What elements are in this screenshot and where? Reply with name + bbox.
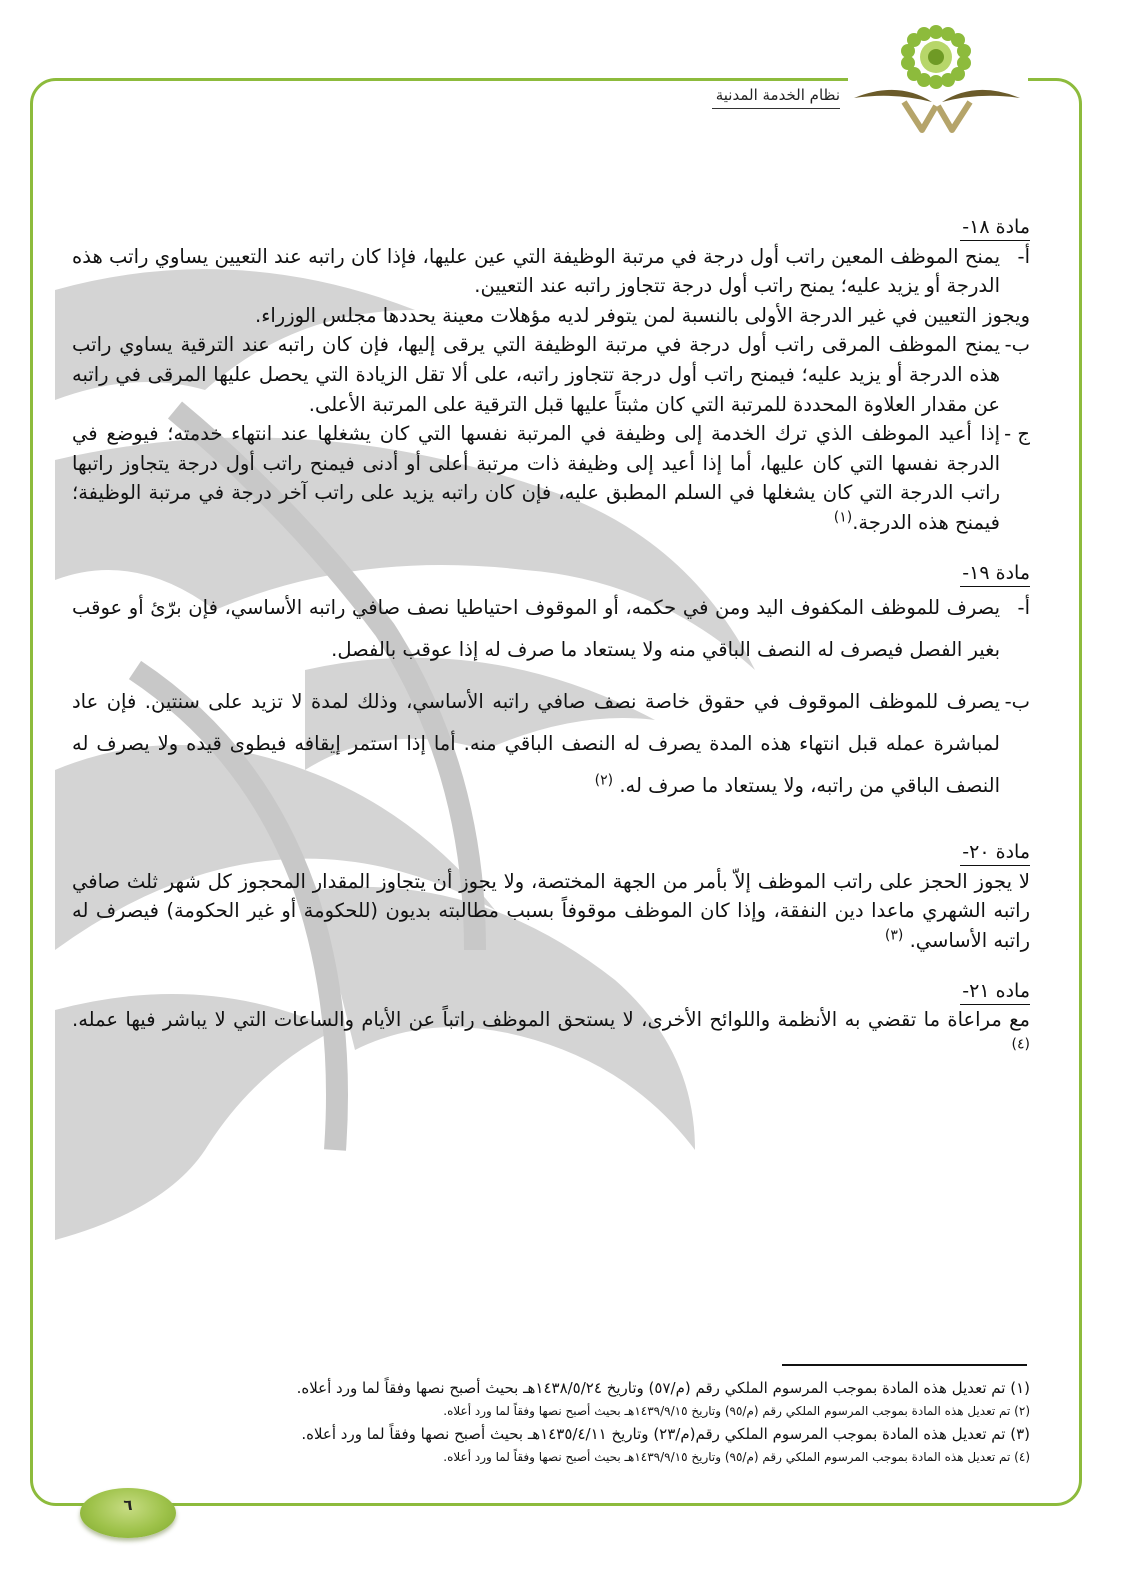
- item-text: لا يجوز الحجز على راتب الموظف إلاّ بأمر من الجهة المختصة، ولا يجوز أن يتجاوز المقدار المحجوز كل شهر ثلث صافي راتبه الشهري ماعدا دين النفقة، وإذا كان الموظف موقوفاً بسبب مطالبته بديون (للحكومة أو غير الحكومة) فيصرف له راتبه الأساسي.: [72, 869, 1030, 952]
- article-18: [72, 212, 1030, 538]
- item-text: يمنح الموظف المعين راتب أول درجة في مرتبة الوظيفة التي عين عليها، فإذا كان راتبه عند التعيين يساوي راتب هذه الدرجة أو يزيد عليه؛ يمنح راتب أول درجة تتجاوز راتبه عند التعيين.: [72, 244, 1000, 298]
- item-text-with-ref: [72, 867, 1030, 956]
- article-18-item-b: [72, 330, 1030, 419]
- footnote-separator: [782, 1364, 1027, 1366]
- item-text: مع مراعاة ما تقضي به الأنظمة واللوائح الأخرى، لا يستحق الموظف راتباً عن الأيام والساعات التي لا يباشر فيها عمله.: [72, 1008, 1030, 1032]
- footnote-ref: (١): [833, 509, 853, 526]
- emblem-logo-graphic: [848, 18, 1028, 136]
- item-text-with-ref: [72, 1005, 1030, 1064]
- item-text: ويجوز التعيين في غير الدرجة الأولى بالنسبة لمن يتوفر لديه مؤهلات معينة يحددها مجلس الوزراء.: [255, 303, 1030, 327]
- item-text-with-ref: [72, 419, 1000, 537]
- article-21-text: [72, 1005, 1030, 1064]
- article-20-text: [72, 867, 1030, 956]
- footnote-2: (٢) تم تعديل هذه المادة بموجب المرسوم الملكي رقم (م/٩٥) وتاريخ ١٤٣٩/٩/١٥هـ بحيث أصبح نصها وفقاً لما ورد أعلاه.: [443, 1404, 1030, 1418]
- document-title: نظام الخدمة المدنية: [715, 86, 840, 104]
- article-heading: مادة ١٩-: [960, 560, 1030, 587]
- footnote-3: (٣) تم تعديل هذه المادة بموجب المرسوم الملكي رقم(م/٢٣) وتاريخ ١٤٣٥/٤/١١هـ بحيث أصبح نصها وفقاً لما ورد أعلاه.: [301, 1425, 1030, 1443]
- item-marker: أ-: [1017, 596, 1030, 620]
- footnote-ref: (٣): [884, 927, 904, 944]
- article-heading: ماده ٢١-: [960, 978, 1030, 1005]
- item-marker: ج -: [1004, 422, 1030, 446]
- article-heading: مادة ١٨-: [960, 214, 1030, 241]
- article-20: [72, 837, 1030, 955]
- footnote-ref: (٢): [594, 772, 614, 789]
- footnote-1: (١) تم تعديل هذه المادة بموجب المرسوم الملكي رقم (م/٥٧) وتاريخ ١٤٣٨/٥/٢٤هـ بحيث أصبح نصها وفقاً لما ورد أعلاه.: [296, 1379, 1030, 1397]
- header-underline: [712, 108, 840, 109]
- article-18-item-a: [72, 242, 1030, 301]
- article-18-item-a-note: [72, 301, 1030, 331]
- articles-content: [72, 212, 1030, 1084]
- item-marker: ب-: [1004, 690, 1030, 714]
- item-text: يصرف للموظف الموقوف في حقوق خاصة نصف صافي راتبه الأساسي، وذلك لمدة لا تزيد على سنتين. فإن عاد لمباشرة عمله قبل انتهاء هذه المدة يصرف له النصف الباقي منه. أما إذا استمر إيقافه فيطوى قيده ولا يصرف له النصف الباقي من راتبه، ولا يستعاد ما صرف له.: [72, 690, 1000, 798]
- article-19: [72, 558, 1030, 808]
- footnote-4: (٤) تم تعديل هذه المادة بموجب المرسوم الملكي رقم (م/٩٥) وتاريخ ١٤٣٩/٩/١٥هـ بحيث أصبح نصها وفقاً لما ورد أعلاه.: [443, 1450, 1030, 1464]
- item-text-with-ref: [72, 681, 1000, 807]
- item-marker: أ-: [1017, 244, 1030, 268]
- article-18-item-c: [72, 419, 1030, 537]
- footnotes: [150, 1376, 1030, 1468]
- emblem-logo: [848, 18, 1028, 136]
- page-number: ٦: [123, 1496, 133, 1514]
- article-19-item-a: [72, 587, 1030, 671]
- article-21: [72, 976, 1030, 1065]
- item-text: يمنح الموظف المرقى راتب أول درجة في مرتبة الوظيفة التي يرقى إليها، فإن كان راتبه عند الترقية يساوي راتب هذه الدرجة أو يزيد عليه؛ فيمنح راتب أول درجة تتجاوز راتبه، على ألا تقل الزيادة التي يحصل عليها المرقى في راتبه عن مقدار العلاوة المحددة للمرتبة التي كان مثبتاً عليها قبل الترقية على المرتبة الأعلى.: [72, 333, 1000, 416]
- item-text: إذا أعيد الموظف الذي ترك الخدمة إلى وظيفة في المرتبة نفسها التي كان يشغلها عند انتهاء خدمته؛ فيوضع في الدرجة نفسها التي كان عليها، أما إذا أعيد إلى وظيفة ذات مرتبة أعلى أو أدنى فيمنح راتب أول درجة يتجاوز راتبها راتب الدرجة التي كان يشغلها في السلم المطبق عليه، فإن كان راتبه يزيد على راتب آخر درجة في مرتبة الوظيفة؛ فيمنح هذه الدرجة.: [72, 422, 1000, 534]
- item-marker: ب-: [1004, 333, 1030, 357]
- footnote-ref: (٤): [1011, 1036, 1030, 1053]
- article-19-item-b: [72, 681, 1030, 807]
- item-text: يصرف للموظف المكفوف اليد ومن في حكمه، أو الموقوف احتياطيا نصف صافي راتبه الأساسي، فإن برّئ أو عوقب بغير الفصل فيصرف له النصف الباقي منه ولا يستعاد ما صرف له إذا عوقب بالفصل.: [72, 596, 1000, 662]
- article-heading: مادة ٢٠-: [960, 839, 1030, 866]
